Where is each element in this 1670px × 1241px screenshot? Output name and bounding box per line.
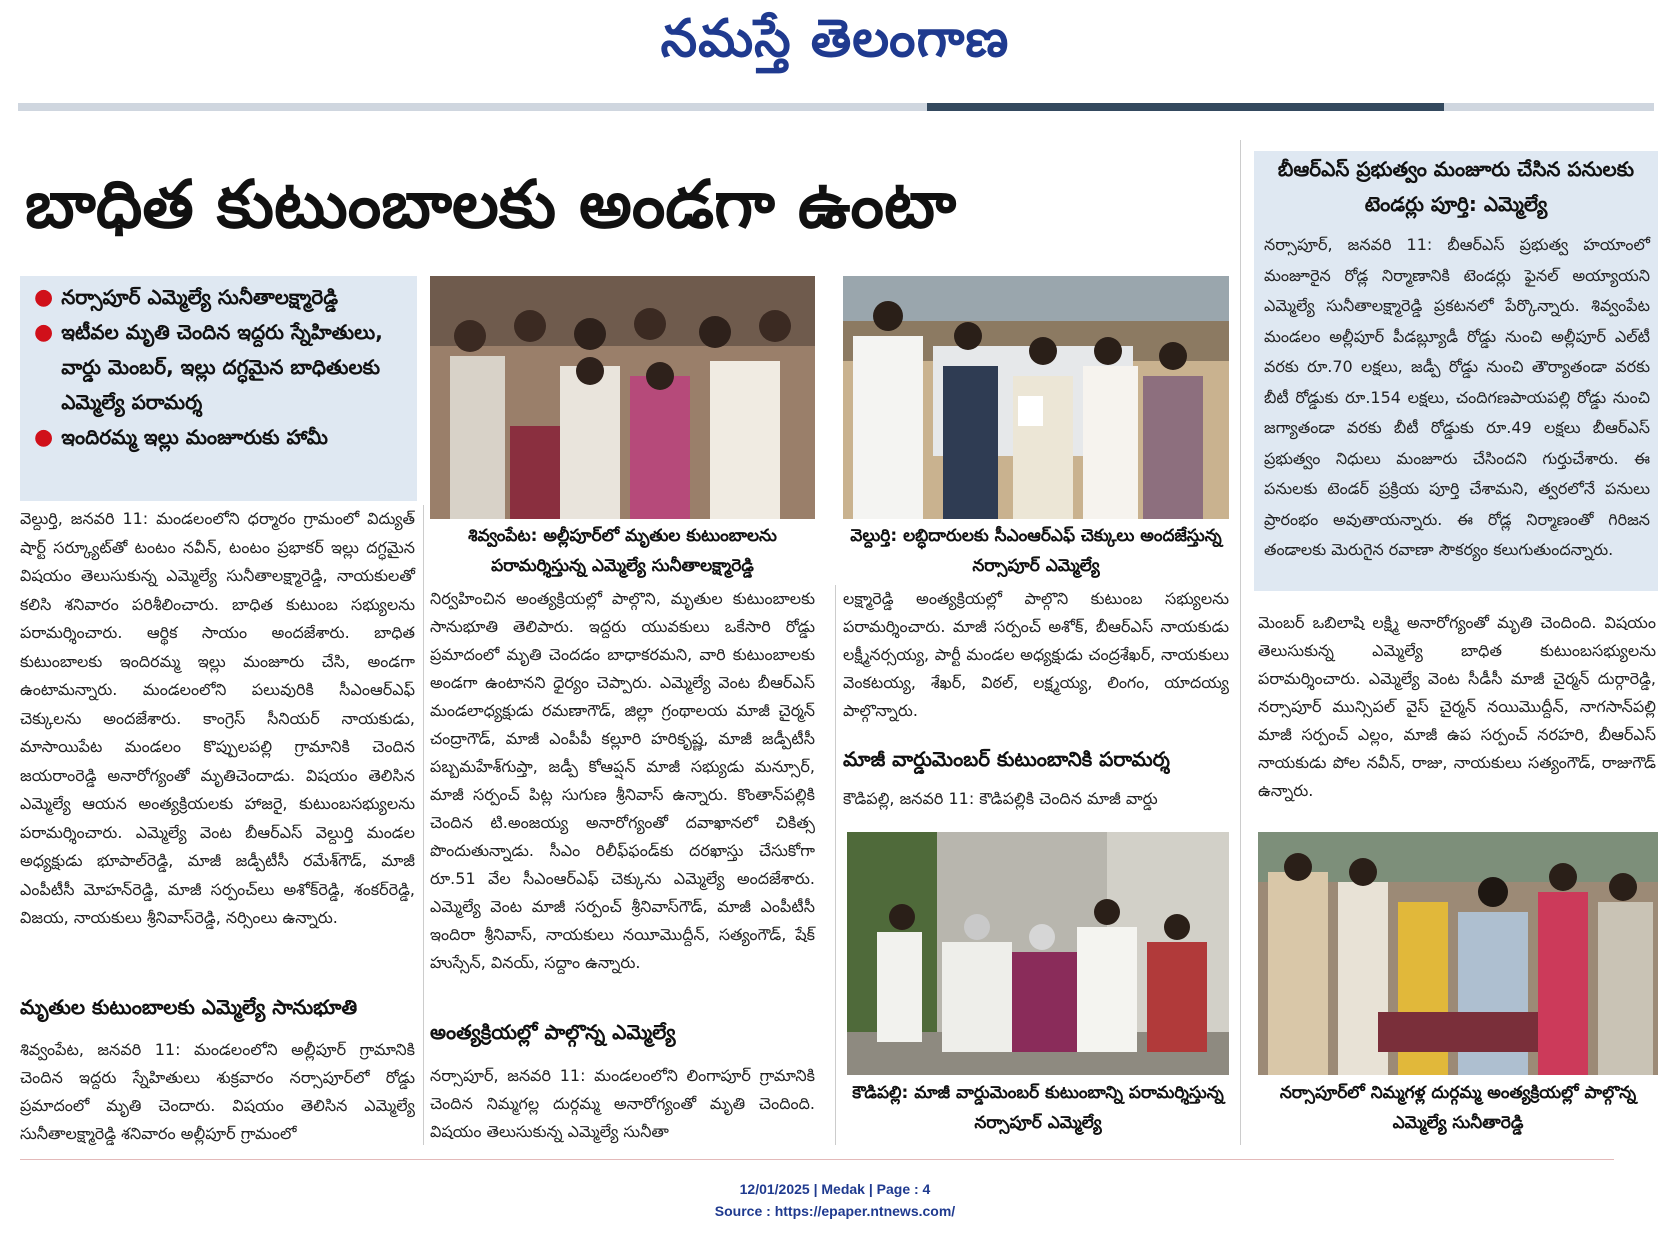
summary-point: ● ఇటీవల మృతి చెందిన ఇద్దరు స్నేహితులు, వార్డు మెంబర్, ఇల్లు దగ్ధమైన బాధితులకు ఎమ్మెల్యే పరామర్శ (20, 315, 417, 420)
article-body: వెల్దుర్తి, జనవరి 11: మండలంలోని ధర్మారం గ్రామంలో విద్యుత్ షార్ట్ సర్క్యూట్‌తో టంటం నవీన్, టంటం ప్రభాకర్ ఇల్లు దగ్ధమైన విషయం తెలుసుకున్న ఎమ్మెల్యే సునీతాలక్ష్మారెడ్డి, నాయకులతో కలిసి శనివారం పరిశీలించారు. బాధిత కుటుంబ సభ్యులను పరామర్శించారు. ఆర్థిక సాయం అందజేశారు. బాధిత కుటుంబాలకు ఇందిరమ్మ ఇల్లు మంజూరు చేసి, అండగా ఉంటామన్నారు. మండలంలోని పలువురికి సీఎంఆర్‌ఎఫ్ చెక్కులను అందజేశారు. కాంగ్రెస్ సీనియర్ నాయకుడు, మాసాయిపేట మండలం కొప్పులపల్లి గ్రామానికి చెందిన జయరాంరెడ్డి అనారోగ్యంతో మృతిచెందాడు. విషయం తెలిసిన ఎమ్మెల్యే ఆయన అంత్యక్రియలకు హాజరై, కుటుంబసభ్యులను పరామర్శించారు. ఎమ్మెల్యే వెంట బీఆర్‌ఎస్ వెల్దుర్తి మండల అధ్యక్షుడు భూపాల్‌రెడ్డి, మాజీ జడ్పీటీసీ రమేశ్‌గౌడ్, మాజీ ఎంపీటీసీ మోహన్‌రెడ్డి, మాజీ సర్పంచ్‌లు అశోక్‌రెడ్డి, శంకర్‌రెడ్డి, విజయ, నాయకులు శ్రీనివాస్‌రెడ్డి, నర్సింలు ఉన్నారు. (20, 509, 415, 927)
footer-rule (20, 1159, 1614, 1160)
footer-dateline: 12/01/2025 | Medak | Page : 4 (739, 1181, 931, 1197)
side-story-body: నర్సాపూర్, జనవరి 11: బీఆర్‌ఎస్ ప్రభుత్వ హయాంలో మంజూరైన రోడ్ల నిర్మాణానికి టెండర్లు ఫైనల్ అయ్యాయని ఎమ్మెల్యే సునీతాలక్ష్మారెడ్డి ప్రకటనలో పేర్కొన్నారు. శివ్వంపేట మండలం అల్లీపూర్ పీడబ్ల్యూడీ రోడ్డు నుంచి అల్లీపూర్ ఎల్‌టీ వరకు రూ.70 లక్షలు, జడ్పీ రోడ్డు నుంచి తౌర్యాతండా వరకు బీటీ రోడ్డుకు రూ.154 లక్షలు, చందిగణపాయపల్లి రోడ్డు నుంచి జగ్యాతండా వరకు బీటీ రోడ్డుకు రూ.49 లక్షలు బీఆర్‌ఎస్ ప్రభుత్వం నిధులు మంజూరు చేసిందని గుర్తుచేశారు. ఈ పనులకు టెండర్ ప్రక్రియ పూర్తి చేశామని, త్వరలోనే పనులు ప్రారంభం అవుతాయన్నారు. ఈ రోడ్ల నిర్మాణంతో గిరిజన తండాలకు మెరుగైన రవాణా సౌకర్యం కలుగుతుందన్నారు. (1264, 235, 1650, 559)
photo-ward-member-family (847, 832, 1229, 1075)
footer (0, 1178, 1670, 1222)
bullet-icon: ● (34, 320, 54, 345)
photo-funeral-visit (1258, 832, 1658, 1075)
column-divider (835, 585, 836, 1145)
bullet-icon: ● (34, 425, 54, 450)
column-divider (423, 505, 424, 1145)
article-body: కౌడిపల్లి, జనవరి 11: కౌడిపల్లికి చెందిన మాజీ వార్డు (843, 789, 1158, 808)
article-body: నిర్వహించిన అంత్యక్రియల్లో పాల్గొని, మృతుల కుటుంబాలకు సానుభూతి తెలిపారు. ఇద్దరు యువకులు ఒకేసారి రోడ్డు ప్రమాదంలో మృతి చెందడం బాధాకరమని, వారి కుటుంబాలకు అండగా ఉంటానని ధైర్యం చెప్పారు. ఎమ్మెల్యే వెంట బీఆర్‌ఎస్ మండలాధ్యక్షుడు రమణాగౌడ్, జిల్లా గ్రంథాలయ మాజీ చైర్మన్ చంద్రాగౌడ్, మాజీ ఎంపీపీ కల్లూరి హరికృష్ణ, మాజీ జడ్పీటీసీ పబ్బమహేశ్‌గుప్తా, జడ్పీ కోఆప్షన్ మాజీ సభ్యుడు మన్సూర్, మాజీ సర్పంచ్ పిట్ల సుగుణ శ్రీనివాస్ ఉన్నారు. కొంతాన్‌పల్లికి చెందిన టి.అంజయ్య అనారోగ్యంతో దవాఖానలో చికిత్స పొందుతున్నాడు. సీఎం రిలీఫ్‌ఫండ్‌కు దరఖాస్తు చేసుకోగా రూ.51 వేల సీఎంఆర్‌ఎఫ్ చెక్కును ఎమ్మెల్యే అందజేశారు. ఎమ్మెల్యే వెంట మాజీ సర్పంచ్ శ్రీనివాస్‌గౌడ్, మాజీ ఎంపీటీసీ ఇందిరా శ్రీనివాస్, నాయకులు నయీమొద్దీన్, సత్యంగౌడ్, షేక్ హుస్సేన్, వినయ్, సద్దాం ఉన్నారు. (430, 589, 815, 972)
article-subheading: మృతుల కుటుంబాలకు ఎమ్మెల్యే సానుభూతి (20, 995, 358, 1019)
article-body: లక్ష్మారెడ్డి అంత్యక్రియల్లో పాల్గొని కుటుంబ సభ్యులను పరామర్శించారు. మాజీ సర్పంచ్ అశోక్, బీఆర్‌ఎస్ నాయకుడు లక్ష్మీనర్సయ్య, పార్టీ మండల అధ్యక్షుడు చంద్రశేఖర్, నాయకులు వెంకటయ్య, శేఖర్, విఠల్, లక్ష్మయ్య, లింగం, యాదయ్య పాల్గొన్నారు. (843, 589, 1229, 720)
photo-caption: నర్సాపూర్‌లో నిమ్మగళ్ల దుర్గమ్మ అంత్యక్రియల్లో పాల్గొన్న ఎమ్మెల్యే సునీతారెడ్డి (1279, 1083, 1637, 1133)
article-subheading: మాజీ వార్డుమెంబర్ కుటుంబానికి పరామర్శ (843, 747, 1170, 771)
summary-point: ● ఇందిరమ్మ ఇల్లు మంజూరుకు హామీ (20, 420, 417, 455)
article-body: శివ్వంపేట, జనవరి 11: మండలంలోని అల్లీపూర్ గ్రామానికి చెందిన ఇద్దరు స్నేహితులు శుక్రవారం నర్సాపూర్‌లో రోడ్డు ప్రమాదంలో మృతి చెందారు. విషయం తెలిసిన ఎమ్మెల్యే సునీతాలక్ష్మారెడ్డి శనివారం అల్లీపూర్ గ్రామంలో (20, 1040, 415, 1143)
photo-caption: శివ్వంపేట: అల్లీపూర్‌లో మృతుల కుటుంబాలను పరామర్శిస్తున్న ఎమ్మెల్యే సునీతాలక్ష్మారెడ్డి (468, 526, 777, 576)
photo-condolence-crowd (430, 276, 815, 519)
photo-cheque-handover (843, 276, 1229, 519)
article-body: మెంబర్ ఒబిలాషి లక్ష్మి అనారోగ్యంతో మృతి చెందింది. విషయం తెలుసుకున్న ఎమ్మెల్యే బాధిత కుటుంబసభ్యులను పరామర్శించారు. ఎమ్మెల్యే వెంట సీడీసీ మాజీ చైర్మన్ దుర్గారెడ్డి, నర్సాపూర్ మున్సిపల్ వైస్ చైర్మన్ నయిమొద్దీన్, నాగసాన్‌పల్లి మాజీ సర్పంచ్ ఎల్లం, మాజీ ఉప సర్పంచ్ నరహరి, బీఆర్‌ఎస్ నాయకుడు పోల నవీన్, రాజు, నాయకులు సత్యంగౌడ్, రాజుగౌడ్ ఉన్నారు. (1258, 613, 1656, 800)
article-body: నర్సాపూర్, జనవరి 11: మండలంలోని లింగాపూర్ గ్రామానికి చెందిన నిమ్మగల్ల దుర్గమ్మ అనారోగ్యంతో మృతి చెందింది. విషయం తెలుసుకున్న ఎమ్మెల్యే సునీతా (430, 1066, 815, 1141)
column-divider (1240, 140, 1241, 1145)
summary-point: ● నర్సాపూర్ ఎమ్మెల్యే సునీతాలక్ష్మారెడ్డి (20, 280, 417, 315)
photo-caption: వెల్దుర్తి: లబ్ధిదారులకు సీఎంఆర్‌ఎఫ్ చెక్కులు అందజేస్తున్న నర్సాపూర్ ఎమ్మెల్యే (850, 526, 1222, 576)
footer-source-link[interactable]: Source : https://epaper.ntnews.com/ (714, 1203, 956, 1219)
side-story-title: బీఆర్‌ఎస్ ప్రభుత్వం మంజూరు చేసిన పనులకు టెండర్లు పూర్తి: ఎమ్మెల్యే (1277, 157, 1635, 216)
summary-box (20, 276, 417, 501)
masthead-logo: నమస్తే తెలంగాణ (660, 8, 1010, 69)
bullet-icon: ● (34, 285, 54, 310)
photo-caption: కౌడిపల్లి: మాజీ వార్డుమెంబర్ కుటుంబాన్ని పరామర్శిస్తున్న నర్సాపూర్ ఎమ్మెల్యే (852, 1083, 1224, 1133)
masthead-rule-accent (927, 103, 1444, 111)
headline: బాధిత కుటుంబాలకు అండగా ఉంటా (25, 166, 957, 243)
article-subheading: అంత్యక్రియల్లో పాల్గొన్న ఎమ్మెల్యే (430, 1020, 676, 1044)
